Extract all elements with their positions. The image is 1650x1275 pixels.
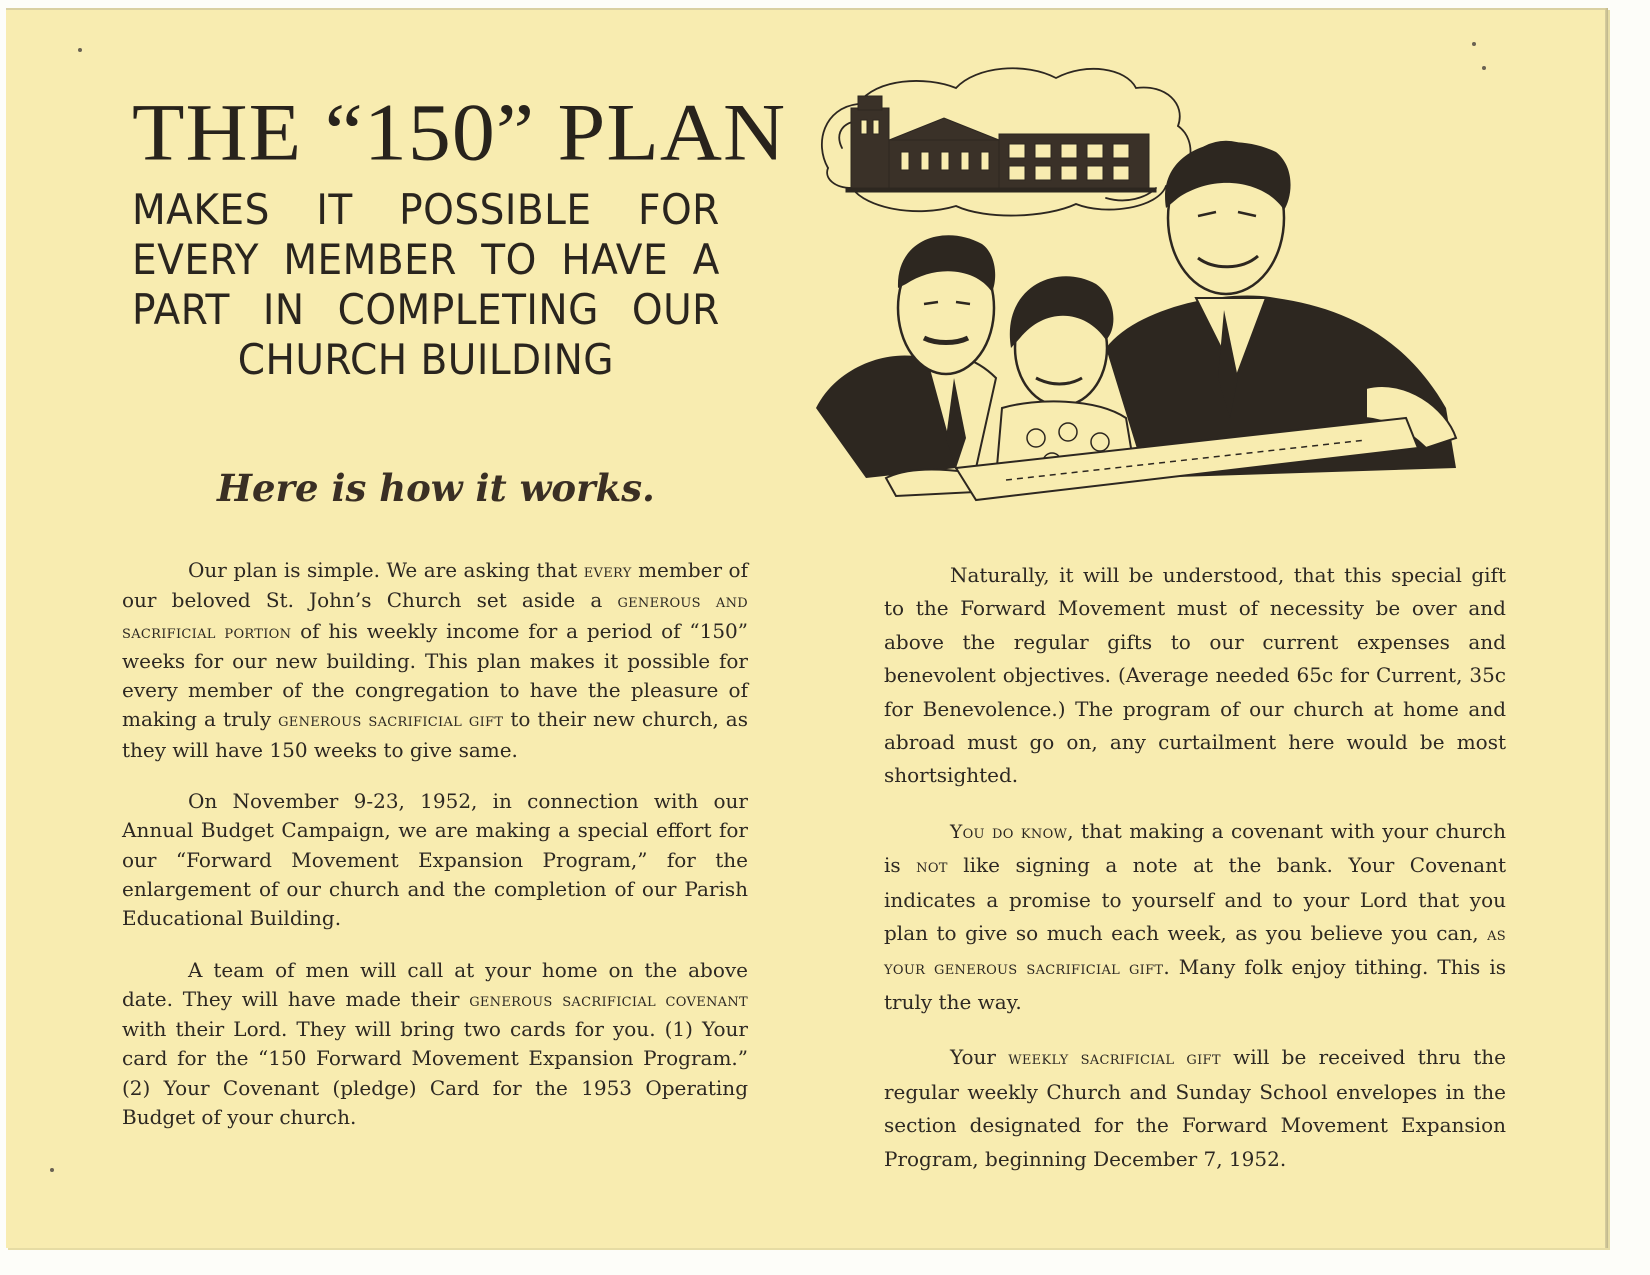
left-column-text bbox=[122, 556, 748, 1132]
section-heading: Here is how it works. bbox=[217, 466, 655, 510]
man-left-figure bbox=[816, 235, 996, 496]
right-paragraph-3: Your weekly sacrificial gift will be received thru the regular weekly Church and Sunday School envelopes in the section designated for the Forward Movement Expansion Program, beginning December 7, 1952. bbox=[884, 1045, 1506, 1171]
paper-speck bbox=[50, 1168, 54, 1172]
church-building bbox=[846, 96, 1156, 192]
right-paragraph-1: Naturally, it will be understood, that this special gift to the Forward Movement must of necessity be over and above the regular gifts to our current expenses and benevolent objectives. (Average needed 65c for Current, 35c for Benevolence.) The program of our church at home and abroad must go on, any curtailment here would be most shortsighted. bbox=[884, 563, 1506, 788]
page-top-edge bbox=[6, 8, 1608, 10]
left-paragraph-3: A team of men will call at your home on the above date. They will have made their generous sacrificial covenant with their Lord. They will bring two cards for you. (1) Your card for the “150 Forward Movement Expansion Program.” (2) Your Covenant (pledge) Card for the 1953 Operating Budget of your church. bbox=[122, 957, 748, 1130]
right-column-text bbox=[884, 559, 1506, 1176]
left-paragraph-1: Our plan is simple. We are asking that every member of our beloved St. John’s Church set aside a generous and sacrificial portion of his weekly income for a period of “150” weeks for our new building. This plan makes it possible for every member of the congregation to have the pleasure of making a truly generous sacrificial gift to their new church, as they will have 150 weeks to give same. bbox=[122, 558, 748, 762]
paper-speck bbox=[78, 48, 82, 52]
page-subtitle: MAKES IT POSSIBLE FOR EVERY MEMBER TO HAVE A PART IN COMPLETING OUR CHURCH BUILDING bbox=[132, 185, 720, 384]
family-illustration bbox=[806, 48, 1566, 558]
right-paragraph-2: You do know, that making a covenant with your church is not like signing a note at the bank. Your Covenant indicates a promise to yourself and to your Lord that you plan to give so much each week, as you believe you can, as your generous sacrificial gift. Many folk enjoy tithing. This is truly the way. bbox=[884, 818, 1507, 1014]
paper-speck bbox=[1482, 66, 1486, 70]
page-right-edge bbox=[1605, 8, 1608, 1248]
page-title: THE “150” PLAN bbox=[132, 86, 787, 178]
brochure-page bbox=[6, 8, 1608, 1248]
left-paragraph-2: On November 9-23, 1952, in connection with our Annual Budget Campaign, we are making a special effort for our “Forward Movement Expansion Program,” for the enlargement of our church and the completion of our Parish Educational Building. bbox=[122, 789, 748, 931]
paper-speck bbox=[1472, 42, 1476, 46]
